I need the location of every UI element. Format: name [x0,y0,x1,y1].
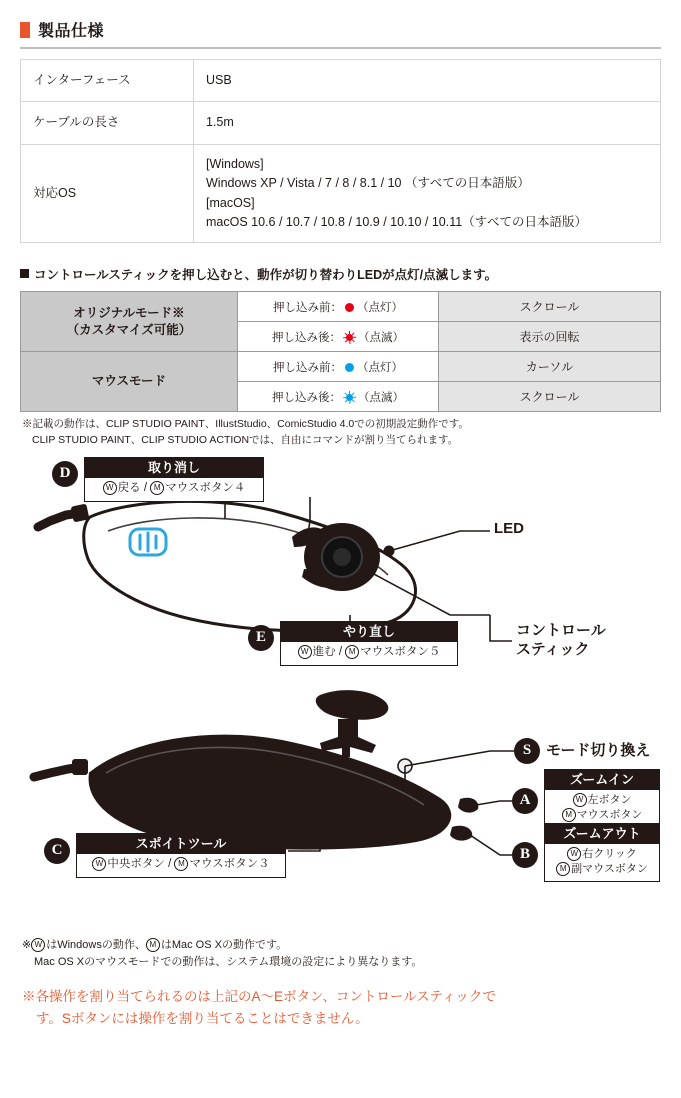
windows-mark-icon: W [573,793,587,807]
zoom-in-mac: マウスボタン [576,809,643,822]
label-control-stick [516,621,606,660]
label-mode-switch: モード切り換え [546,741,651,759]
bottom-note [22,937,661,972]
callout-zoom-in-title: ズームイン [545,770,659,791]
section-heading [20,18,661,49]
callout-redo [280,621,458,666]
table-row [21,144,661,243]
os-line: [macOS] [206,195,255,210]
mac-mark-icon: M [556,862,570,876]
warning-line2: す。Sボタンには操作を割り当てることはできません。 [36,1011,369,1027]
mode-state-cell [238,322,439,352]
mac-mark-icon: M [150,481,164,495]
callout-zoom-in-body [545,790,659,827]
windows-mark-icon: W [31,938,45,952]
mode-action-cell: 表示の回転 [439,322,661,352]
bottom-note-line2: Mac OS Xのマウスモードでの動作は、システム環境の設定により異なります。 [34,956,423,969]
callout-eyedropper-body: W 中央ボタン / M マウスボタン３ [77,854,285,877]
led-leader-line [389,531,490,551]
led-blue-on-icon [345,363,354,372]
mode-name-cell [21,292,238,352]
callout-undo-title: 取り消し [85,458,263,479]
mac-mark-icon: M [562,808,576,822]
mac-mark-icon: M [146,938,160,952]
badge-d: D [52,461,78,487]
mode-note [20,265,661,283]
mode-action-cell: カーソル [439,352,661,382]
button-a [458,797,478,812]
device-body-side-outline [90,735,451,848]
mode-action-cell: スクロール [439,292,661,322]
modes-footnote-line1: ※記載の動作は、CLIP STUDIO PAINT、IllustStudio、ComicStudio 4.0での初期設定動作です。 [22,418,469,431]
windows-mark-icon: W [298,645,312,659]
state-prefix: 押し込み前： [273,301,342,314]
spec-value: 1.5m [194,102,661,144]
spec-table [20,59,661,243]
spec-label: ケーブルの長さ [21,102,194,144]
state-prefix: 押し込み前： [273,361,342,374]
led-red-blink-icon [344,332,355,343]
led-red-on-icon [345,303,354,312]
mode-action-cell: スクロール [439,382,661,412]
state-prefix: 押し込み後： [272,391,341,404]
zoom-out-win: 右クリック [582,848,637,861]
state-suffix: （点滅） [358,391,404,404]
mode-name-cell: マウスモード [21,352,238,412]
windows-mark-icon: W [92,857,106,871]
state-suffix: （点灯） [357,361,403,374]
page-title: 製品仕様 [38,23,105,40]
mac-mark-icon: M [174,857,188,871]
mode-state-cell [238,382,439,412]
badge-c: C [44,838,70,864]
mode-state-cell [238,352,439,382]
windows-mark-icon: W [567,847,581,861]
mode-state-cell [238,292,439,322]
badge-s: S [514,738,540,764]
zoom-in-win: 左ボタン [587,794,632,807]
state-suffix: （点滅） [358,331,404,344]
os-line: macOS 10.6 / 10.7 / 10.8 / 10.9 / 10.10 / 10.11（すべての日本語版） [206,214,587,229]
spec-value-os [194,144,661,243]
warning-note [22,986,661,1031]
s-leader-line [405,751,518,766]
mode-note-text: コントロールスティックを押し込むと、動作が切り替わりLEDが点灯/点滅します。 [34,268,498,283]
label-control-stick-line2: スティック [516,641,590,659]
callout-undo [84,457,264,502]
modes-footnote [22,417,661,449]
callout-eyedropper-title: スポイトツール [77,834,285,855]
label-control-stick-line1: コントロール [516,621,606,639]
product-diagram [20,455,661,935]
badge-a: A [512,788,538,814]
label-led: LED [494,519,524,537]
mode-table [20,291,661,412]
callout-redo-title: やり直し [281,622,457,643]
led-blue-blink-icon [344,392,355,403]
spec-value: USB [194,60,661,102]
spec-label: 対応OS [21,144,194,243]
zoom-out-mac: 副マウスボタン [571,863,648,876]
spec-label: インターフェース [21,60,194,102]
callout-zoom-out-body [545,844,659,881]
table-row [21,60,661,102]
button-b [450,825,472,840]
callout-zoom-in [544,769,660,828]
callout-zoom-out-title: ズームアウト [545,824,659,845]
square-bullet-icon [20,269,29,278]
table-row [21,292,661,322]
badge-e: E [248,625,274,651]
callout-eyedropper [76,833,286,878]
callout-redo-body: W 進む / M マウスボタン５ [281,642,457,665]
mode-name-line2: （カスタマイズ可能） [66,322,192,337]
mode-name-line1: オリジナルモード※ [73,305,185,320]
table-row [21,352,661,382]
state-prefix: 押し込み後： [272,331,341,344]
mac-mark-icon: M [345,645,359,659]
callout-zoom-out [544,823,660,882]
page-root [0,18,681,1098]
badge-b: B [512,842,538,868]
bottom-note-line1: ※ W はWindowsの動作、 M はMac OS Xの動作です。 [22,938,288,951]
control-stick-side [316,690,389,757]
table-row [21,102,661,144]
os-line: Windows XP / Vista / 7 / 8 / 8.1 / 10 （すべての日本語版） [206,176,530,191]
state-suffix: （点灯） [357,301,403,314]
callout-undo-body: W 戻る / M マウスボタン４ [85,478,263,501]
modes-footnote-line2: CLIP STUDIO PAINT、CLIP STUDIO ACTIONでは、自由にコマンドが割り当てられます。 [32,434,459,446]
heading-marker-icon [20,22,30,38]
os-line: [Windows] [206,156,264,171]
windows-mark-icon: W [103,481,117,495]
warning-line1: ※各操作を割り当てられるのは上記のA〜Eボタン、コントロールスティックで [22,988,496,1004]
